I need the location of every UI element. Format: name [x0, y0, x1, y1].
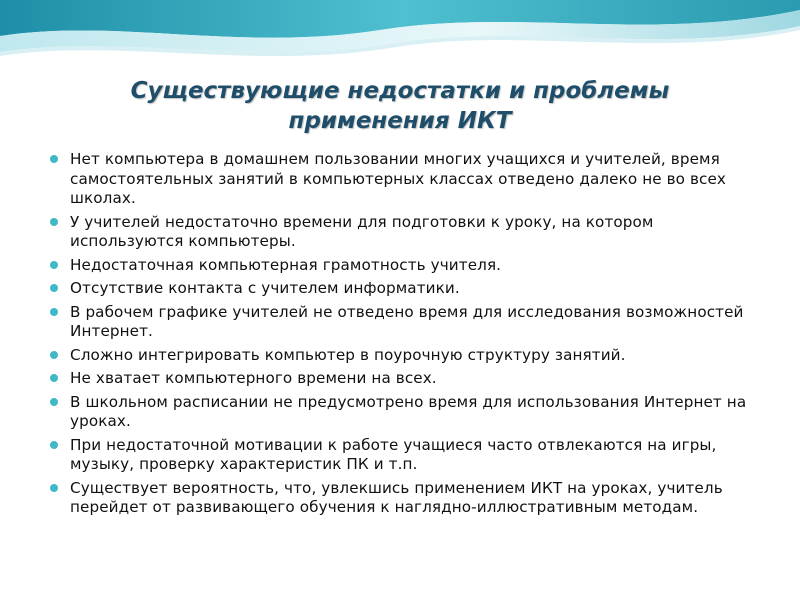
bullet-dot-icon	[50, 155, 58, 163]
bullet-text: В рабочем графике учителей не отведено время для исследования возможностей Интернет.	[70, 302, 744, 340]
bullet-dot-icon	[50, 261, 58, 269]
bullet-text: Сложно интегрировать компьютер в поурочную структуру занятий.	[70, 345, 626, 364]
bullet-text: Не хватает компьютерного времени на всех.	[70, 369, 437, 387]
bullet-dot-icon	[50, 351, 58, 359]
bullet-dot-icon	[50, 484, 58, 492]
bullet-dot-icon	[50, 441, 58, 449]
bullet-text: При недостаточной мотивации к работе учащиеся часто отвлекаются на игры, музыку, проверку характеристик ПК и т.п.	[70, 435, 717, 473]
title-block	[0, 76, 800, 136]
bullet-text: У учителей недостаточно времени для подготовки к уроку, на котором используются компьютеры.	[70, 212, 654, 250]
bullet-item	[48, 369, 748, 389]
bullet-list	[48, 150, 748, 522]
bullet-item	[48, 393, 748, 432]
bullet-text: Существует вероятность, что, увлекшись применением ИКТ на уроках, учитель перейдет от развивающего обучения к наглядно-иллюстративным методам.	[70, 478, 723, 516]
slide-title-line-1: Существующие недостатки и проблемы	[130, 78, 670, 104]
bullet-item	[48, 479, 748, 518]
bullet-dot-icon	[50, 308, 58, 316]
bullet-dot-icon	[50, 374, 58, 382]
slide-title-line-2: применения ИКТ	[288, 108, 512, 134]
bullet-text: Нет компьютера в домашнем пользовании многих учащихся и учителей, время самостоятельных занятий в компьютерных классах отведено далеко не во всех школах.	[70, 150, 727, 207]
bullet-item	[48, 346, 748, 366]
bullet-text: Отсутствие контакта с учителем информатики.	[70, 279, 460, 297]
decorative-wave-header	[0, 0, 800, 70]
bullet-item	[48, 303, 748, 342]
bullet-item	[48, 256, 748, 276]
bullet-item	[48, 213, 748, 252]
bullet-item	[48, 150, 748, 209]
bullet-text: Недостаточная компьютерная грамотность учителя.	[70, 255, 502, 274]
bullet-dot-icon	[50, 284, 58, 292]
bullet-item	[48, 279, 748, 299]
bullet-item	[48, 436, 748, 475]
bullet-dot-icon	[50, 218, 58, 226]
bullet-text: В школьном расписании не предусмотрено время для использования Интернет на уроках.	[70, 392, 747, 430]
bullet-dot-icon	[50, 398, 58, 406]
